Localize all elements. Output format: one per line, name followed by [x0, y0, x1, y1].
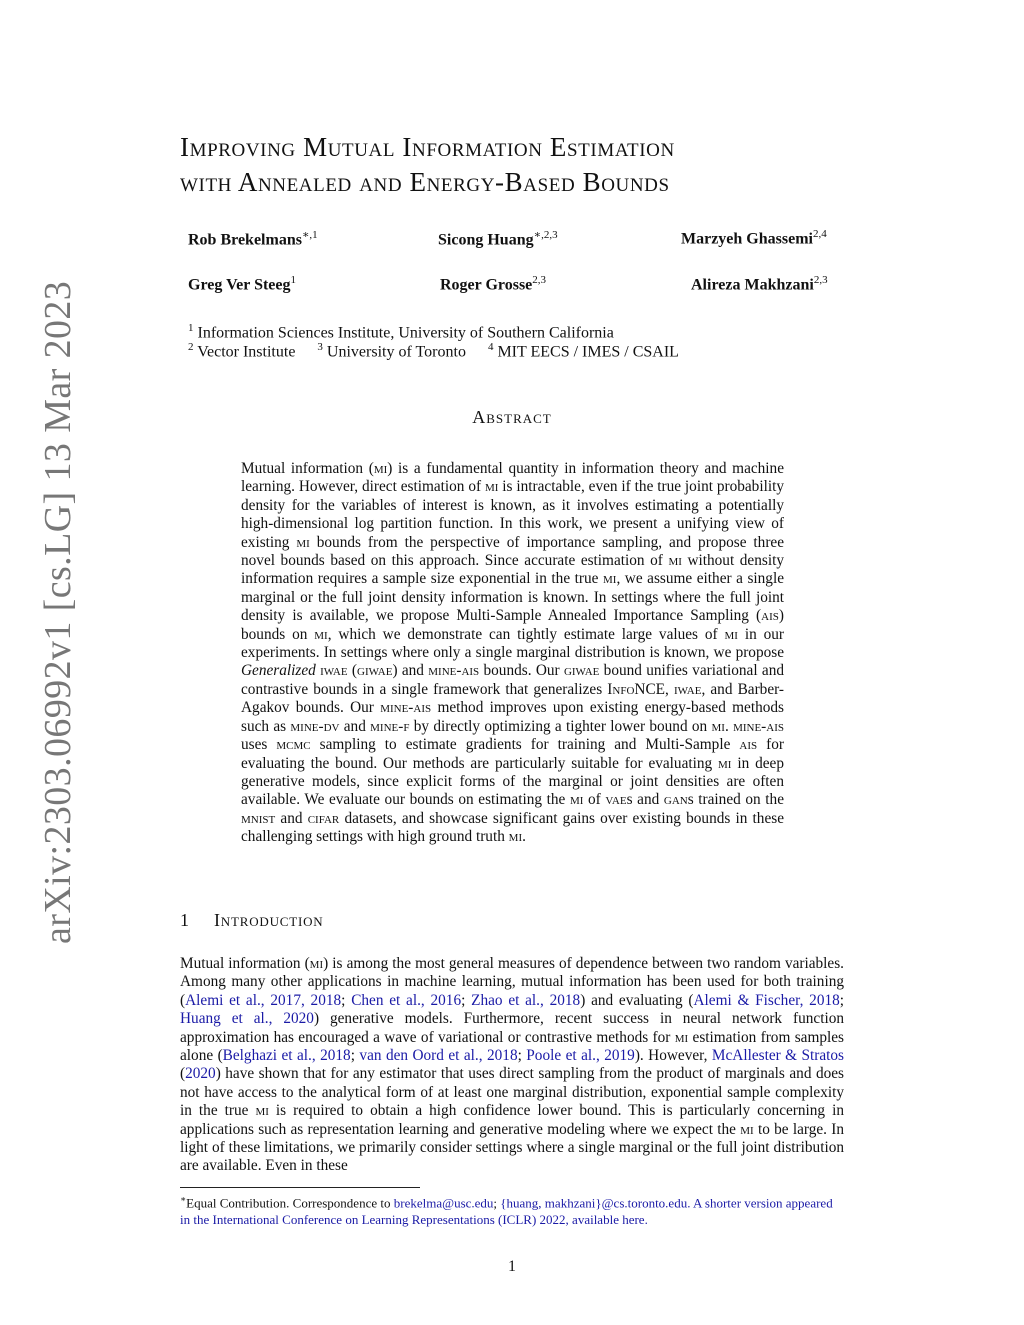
author-name: Rob Brekelmans — [188, 231, 302, 249]
affiliation-num: 2 — [188, 341, 194, 353]
section-heading-introduction — [180, 910, 323, 931]
author-3 — [681, 228, 827, 248]
footnote-mark: ∗ — [180, 1194, 187, 1204]
affiliation-line-2 — [188, 341, 679, 361]
author-2 — [438, 228, 558, 249]
citation-link[interactable]: McAllester & Stratos — [711, 1047, 845, 1065]
footnote-text: Equal Contribution. Correspondence to — [186, 1195, 394, 1211]
title-line-1: Improving Mutual Information Estimation — [180, 132, 675, 162]
citation-link[interactable]: Chen et al., 2016 — [351, 991, 462, 1009]
author-sup: 2,3 — [813, 274, 828, 286]
affiliation-num: 1 — [188, 322, 194, 334]
affiliation-name: Information Sciences Institute, University of Southern California — [197, 324, 614, 342]
citation-link[interactable]: Belghazi et al., 2018 — [222, 1047, 351, 1065]
affiliation-name: University of Toronto — [326, 343, 466, 361]
author-5 — [440, 274, 546, 294]
citation-link[interactable]: Huang et al., 2020 — [180, 1010, 314, 1028]
email-link[interactable]: {huang, makhzani}@cs.toronto.edu — [500, 1195, 688, 1211]
author-sup: 2,3 — [532, 274, 547, 286]
section-number: 1 — [180, 910, 189, 930]
citation-link[interactable]: Alemi et al., 2017, 2018 — [185, 991, 342, 1009]
email-link[interactable]: brekelma@usc.edu — [393, 1195, 494, 1211]
section-title: Introduction — [214, 910, 324, 930]
author-sup: 2,4 — [812, 228, 827, 240]
author-4 — [188, 274, 296, 294]
affiliation-num: 4 — [487, 341, 494, 353]
author-name: Greg Ver Steeg — [188, 276, 291, 294]
author-1 — [188, 228, 318, 249]
affiliation-num: 3 — [317, 341, 323, 353]
author-name: Alireza Makhzani — [691, 276, 814, 294]
citation-link[interactable]: Alemi & Fischer, 2018 — [693, 991, 840, 1009]
footnote: ∗Equal Contribution. Correspondence to brekelma@usc.edu; {huang, makhzani}@cs.toronto.edu. A shorter version appeared in the International Conference on Learning Representations (ICLR) 2022, available here. — [180, 1194, 833, 1228]
citation-link[interactable]: Poole et al., 2019 — [526, 1047, 635, 1065]
abstract-body: Mutual information (mi) is a fundamental quantity in information theory and machine learning. However, direct estimation of mi is intractable, even if the true joint probability density for the variables of interest is known, as it involves estimating a potentially high-dimensional log partition function. In this work, we present a unifying view of existing mi bounds from the perspective of importance sampling, and propose three novel bounds based on this approach. Since accurate estimation of mi without density information requires a sample size exponential in the true mi, we assume either a single marginal or the full joint density information is known. In settings where the full joint density is available, we propose Multi-Sample Annealed Importance Sampling (ais) bounds on mi, which we demonstrate can tightly estimate large values of mi in our experiments. In settings where only a single marginal distribution is known, we propose Generalized iwae (giwae) and mine-ais bounds. Our giwae bound unifies variational and contrastive bounds in a single framework that generalizes InfoNCE, iwae, and Barber-Agakov bounds. Our mine-ais method improves upon existing energy-based methods such as mine-dv and mine-f by directly optimizing a tighter lower bound on mi. mine-ais uses mcmc sampling to estimate gradients for training and Multi-Sample ais for evaluating the bound. Our methods are particularly suitable for evaluating mi in deep generative models, since explicit forms of the marginal or joint densities are often available. We evaluate our bounds on estimating the mi of vaes and gans trained on the mnist and cifar datasets, and showcase significant gains over existing bounds in these challenging settings with high ground truth mi. — [241, 460, 785, 846]
author-6 — [691, 274, 828, 294]
author-name: Roger Grosse — [440, 276, 533, 294]
introduction-body: Mutual information (mi) is among the most general measures of dependence between two random variables. Among many other applications in machine learning, mutual information has been used for both training (Alemi et al., 2017, 2018; Chen et al., 2016; Zhao et al., 2018) and evaluating (Alemi & Fischer, 2018; Huang et al., 2020) generative models. Furthermore, recent success in neural network function approximation has encouraged a wave of variational or contrastive methods for mi estimation from samples alone (Belghazi et al., 2018; van den Oord et al., 2018; Poole et al., 2019). However, McAllester & Stratos (2020) have shown that for any estimator that uses direct sampling from the product of marginals and does not have access to the analytical form of at least one marginal distribution, exponential sample complexity in the true mi is required to obtain a high confidence lower bound. This is particularly concerning in applications such as representation learning and generative modeling where we expect the mi to be large. In light of these limitations, we primarily consider settings where a single marginal or the full joint distribution are available. Even in these — [180, 955, 845, 1175]
paper-title — [180, 130, 880, 200]
arxiv-stamp: arXiv:2303.06992v1 [cs.LG] 13 Mar 2023 — [37, 280, 79, 944]
author-name: Marzyeh Ghassemi — [681, 230, 813, 248]
citation-link[interactable]: 2020 — [185, 1065, 216, 1083]
title-line-2: with Annealed and Energy-Based Bounds — [180, 167, 670, 197]
affiliation-name: MIT EECS / IMES / CSAIL — [497, 343, 679, 361]
author-name: Sicong Huang — [438, 231, 534, 249]
footnote-link[interactable]: . A shorter version appeared in the International Conference on Learning Representations (ICLR) 2022, available here. — [180, 1195, 833, 1228]
affiliation-line-1 — [188, 322, 614, 342]
author-sup: 1 — [290, 274, 296, 286]
page-number: 1 — [508, 1258, 516, 1275]
footnote-rule — [180, 1187, 420, 1188]
author-sup: ∗,1 — [301, 229, 318, 241]
citation-link[interactable]: Zhao et al., 2018 — [471, 991, 581, 1009]
citation-link[interactable]: van den Oord et al., 2018 — [359, 1047, 518, 1065]
affiliation-name: Vector Institute — [197, 343, 296, 361]
abstract-heading: Abstract — [472, 407, 552, 427]
author-sup: ∗,2,3 — [533, 229, 558, 241]
